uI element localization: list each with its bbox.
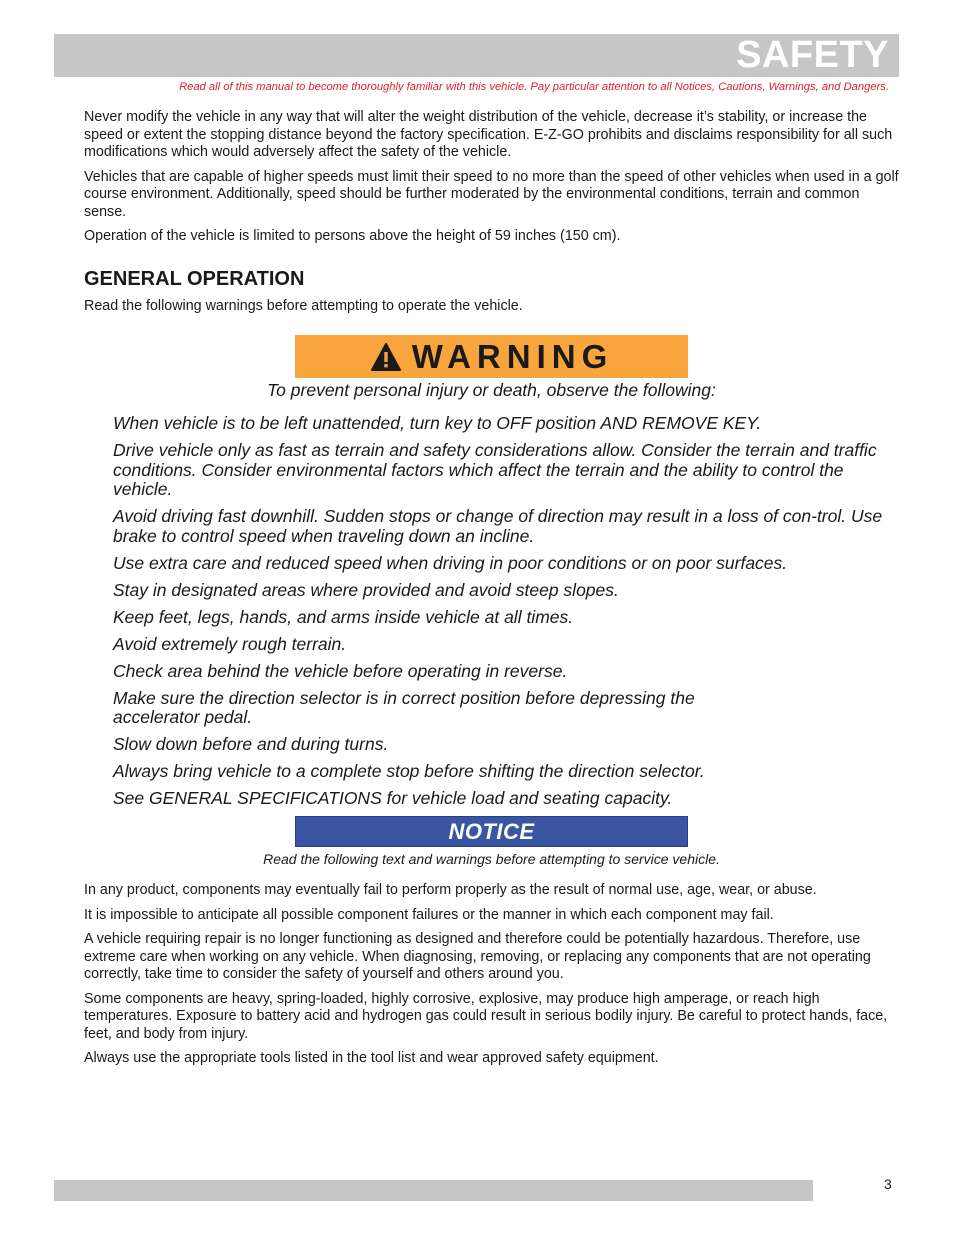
service-paragraph: Always use the appropriate tools listed in the tool list and wear approved safety equipment. [84, 1050, 659, 1066]
warning-item: Make sure the direction selector is in correct position before depressing the accelerator pedal. [113, 687, 695, 727]
warning-item: See GENERAL SPECIFICATIONS for vehicle load and seating capacity. [113, 788, 673, 808]
page-title: SAFETY [736, 34, 889, 76]
service-paragraph: A vehicle requiring repair is no longer functioning as designed and therefore could be potentially hazardous. Therefore, use extreme care when working on any vehicle. When diagnosing, removing, or replacing any components that are not operating correctly, take time to consider the safety of yourself and others around you. [84, 931, 871, 982]
notice-label: NOTICE [448, 818, 535, 844]
footer-bar [54, 1180, 813, 1201]
warning-triangle-icon [370, 342, 402, 372]
service-paragraph: In any product, components may eventually fail to perform properly as the result of normal use, age, wear, or abuse. [84, 882, 817, 898]
section-intro: Read the following warnings before attempting to operate the vehicle. [84, 297, 523, 314]
warning-item: Slow down before and during turns. [113, 734, 389, 754]
warning-item: Keep feet, legs, hands, and arms inside vehicle at all times. [113, 606, 574, 627]
service-section [84, 882, 899, 1075]
warning-item: Drive vehicle only as fast as terrain and safety considerations allow. Consider the terrain and traffic conditions. Consider environmental factors which affect the terrain and the ability to control the vehicle. [113, 440, 877, 499]
warning-item: Check area behind the vehicle before operating in reverse. [113, 660, 568, 681]
warning-item: Stay in designated areas where provided and avoid steep slopes. [113, 579, 619, 600]
warning-item: Use extra care and reduced speed when driving in poor conditions or on poor surfaces. [113, 552, 788, 573]
warning-list [113, 414, 903, 816]
section-heading: GENERAL OPERATION [84, 267, 305, 290]
warning-banner [295, 335, 688, 378]
header-bar [54, 34, 899, 77]
intro-notice-text: Read all of this manual to become thoroughly familiar with this vehicle. Pay particular attention to all Notices, Cautions, Warnings, and Dangers. [179, 81, 889, 93]
intro-paragraph: Operation of the vehicle is limited to persons above the height of 59 inches (150 cm). [84, 228, 621, 244]
warning-item: Avoid extremely rough terrain. [113, 633, 347, 654]
intro-paragraph: Vehicles that are capable of higher speeds must limit their speed to no more than the speed of other vehicles when used in a golf course environment. Additionally, speed should be further moderated by the environmental conditions, terrain and common sense. [84, 168, 899, 220]
warning-label: WARNING [411, 337, 614, 375]
page-number: 3 [884, 1176, 892, 1192]
service-paragraph: Some components are heavy, spring-loaded, highly corrosive, explosive, may produce high amperage, or reach high temperatures. Exposure to battery acid and hydrogen gas could result in serious bodily injury. Be careful to protect hands, face, feet, and body from injury. [84, 990, 888, 1042]
notice-subtitle: Read the following text and warnings before attempting to service vehicle. [263, 851, 720, 867]
intro-section [84, 109, 899, 322]
service-paragraph: It is impossible to anticipate all possible component failures or the manner in which each component may fail. [84, 906, 774, 923]
warning-item: Always bring vehicle to a complete stop before shifting the direction selector. [113, 761, 705, 781]
warning-item: When vehicle is to be left unattended, turn key to OFF position AND REMOVE KEY. [113, 413, 762, 433]
warning-item: Avoid driving fast downhill. Sudden stops or change of direction may result in a loss of con-trol. Use brake to control speed when traveling down an incline. [113, 506, 883, 546]
warning-subtitle: To prevent personal injury or death, observe the following: [267, 380, 716, 400]
notice-banner [295, 816, 688, 847]
intro-paragraph: Never modify the vehicle in any way that will alter the weight distribution of the vehicle, decrease it’s stability, or increase the speed or extent the stopping distance beyond the factory specification. E-Z-GO prohibits and disclaims responsibility for all such modifications which would adversely affect the safety of the vehicle. [84, 109, 893, 160]
